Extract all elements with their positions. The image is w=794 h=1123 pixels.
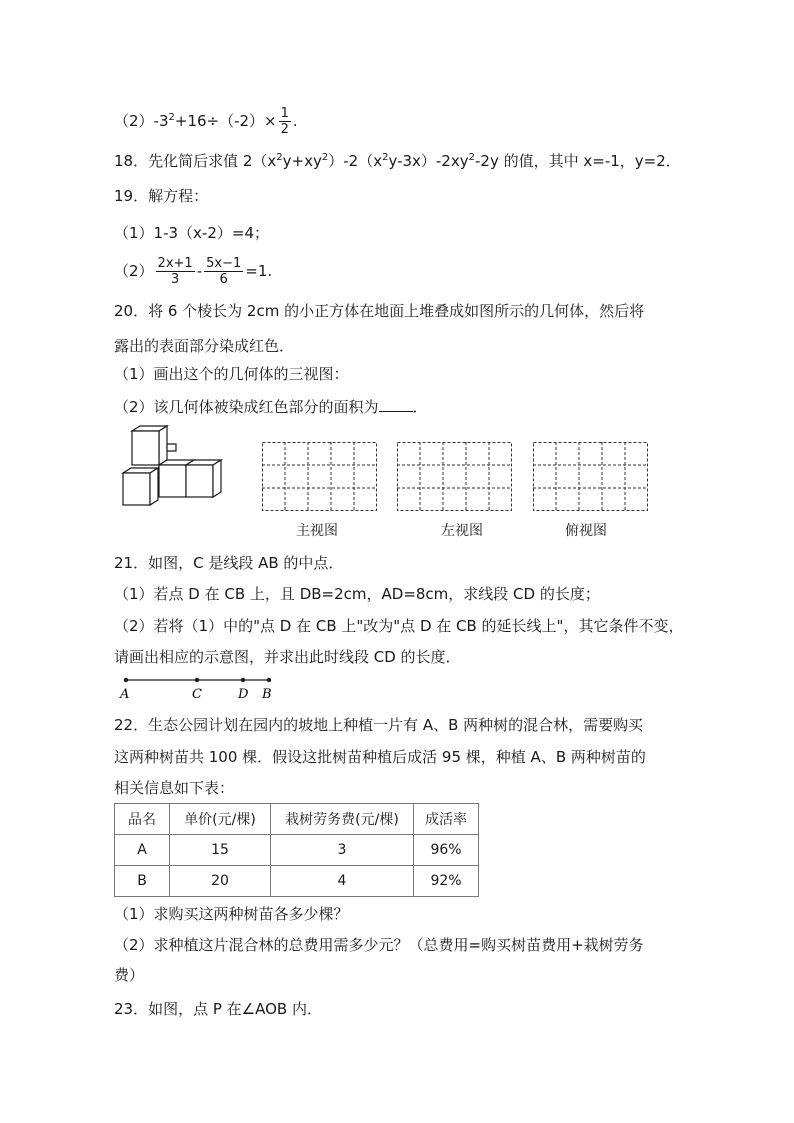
q22-part2-line2: 费） (114, 966, 145, 984)
table-header-cell: 成活率 (414, 804, 479, 835)
table-header-cell: 栽树劳务费(元/棵) (271, 804, 414, 835)
segment-ab-figure (116, 672, 276, 704)
q22-part1: （1）求购买这两种树苗各多少棵？ (114, 905, 349, 923)
table-header-cell: 品名 (115, 804, 170, 835)
fraction-half: $\frac{1}{2}$ (280, 106, 289, 137)
caption-top-view: 俯视图 (565, 523, 607, 539)
table-header-cell: 单价(元/棵) (170, 804, 271, 835)
q19-title: 19．解方程： (114, 187, 209, 205)
table-cell: 96% (414, 835, 479, 866)
table-cell: 3 (271, 835, 414, 866)
answer-blank (379, 397, 413, 412)
table-header-row (115, 804, 479, 835)
q19-part1: （1）1-3（x-2）=4； (114, 224, 269, 242)
q21-part1: （1）若点 D 在 CB 上，且 DB=2cm，AD=8cm，求线段 CD 的长度； (114, 585, 600, 603)
q22-line2: 这两种树苗共 100 棵．假设这批树苗种植后成活 95 棵，种植 A、B 两种树苗的 (114, 748, 646, 766)
caption-left-view: 左视图 (441, 523, 483, 539)
point-label-c: C (192, 687, 202, 702)
q21-line1: 21．如图，C 是线段 AB 的中点． (114, 554, 344, 572)
q21-part2-line2: 请画出相应的示意图，并求出此时线段 CD 的长度． (114, 648, 461, 666)
q22-line1: 22．生态公园计划在园内的坡地上种植一片有 A、B 两种树的混合林，需要购买 (114, 716, 644, 734)
q23-line1: 23．如图，点 P 在∠AOB 内． (114, 1000, 322, 1018)
point-label-d: D (238, 687, 249, 702)
q21-part2-line1: （2）若将（1）中的"点 D 在 CB 上"改为"点 D 在 CB 的延长线上"，其它条件不变， (114, 617, 684, 635)
caption-front-view: 主视图 (296, 523, 338, 539)
q20-part1: （1）画出这个的几何体的三视图： (114, 365, 349, 383)
q22-line3: 相关信息如下表： (114, 779, 235, 797)
table-cell: 20 (170, 866, 271, 897)
table-cell: 92% (414, 866, 479, 897)
table-cell: A (115, 835, 170, 866)
table-cell: 4 (271, 866, 414, 897)
fraction-2: $\frac{5x-1}{6}$ (206, 256, 242, 287)
q18-text: 18．先化简后求值 $2(x^2y+xy^2)-2(x^2y-3x)-2xy^2-2y$ 的值，其中 x=-1，y=2． (114, 152, 681, 170)
fraction-1: $\frac{2x+1}{3}$ (157, 256, 193, 287)
q22-part2-line1: （2）求种植这片混合林的总费用需多少元？（总费用=购买树苗费用+栽树劳务 (114, 936, 644, 954)
table-cell: 15 (170, 835, 271, 866)
cube-stack-figure (118, 425, 230, 507)
q20-line1: 20．将 6 个棱长为 2cm 的小正方体在地面上堆叠成如图所示的几何体，然后将 (114, 302, 645, 320)
table-row (115, 835, 479, 866)
tree-info-table (114, 803, 479, 897)
q20-line2: 露出的表面部分染成红色． (114, 337, 295, 355)
top-view-grid (533, 442, 649, 512)
left-view-grid (397, 442, 513, 512)
table-cell: B (115, 866, 170, 897)
q20-part2: （2）该几何体被染成红色部分的面积为 ． (114, 398, 428, 416)
q17-part2: $(2)-3^2+16\div(-2)\times$ $\frac{1}{2}$ . (114, 106, 298, 137)
q19-part2: （2） $\frac{2x+1}{3}$ - $\frac{5x-1}{6}$ =1. (114, 256, 273, 287)
point-label-a: A (120, 687, 130, 702)
front-view-grid (262, 442, 378, 512)
point-label-b: B (262, 687, 272, 702)
table-row (115, 866, 479, 897)
